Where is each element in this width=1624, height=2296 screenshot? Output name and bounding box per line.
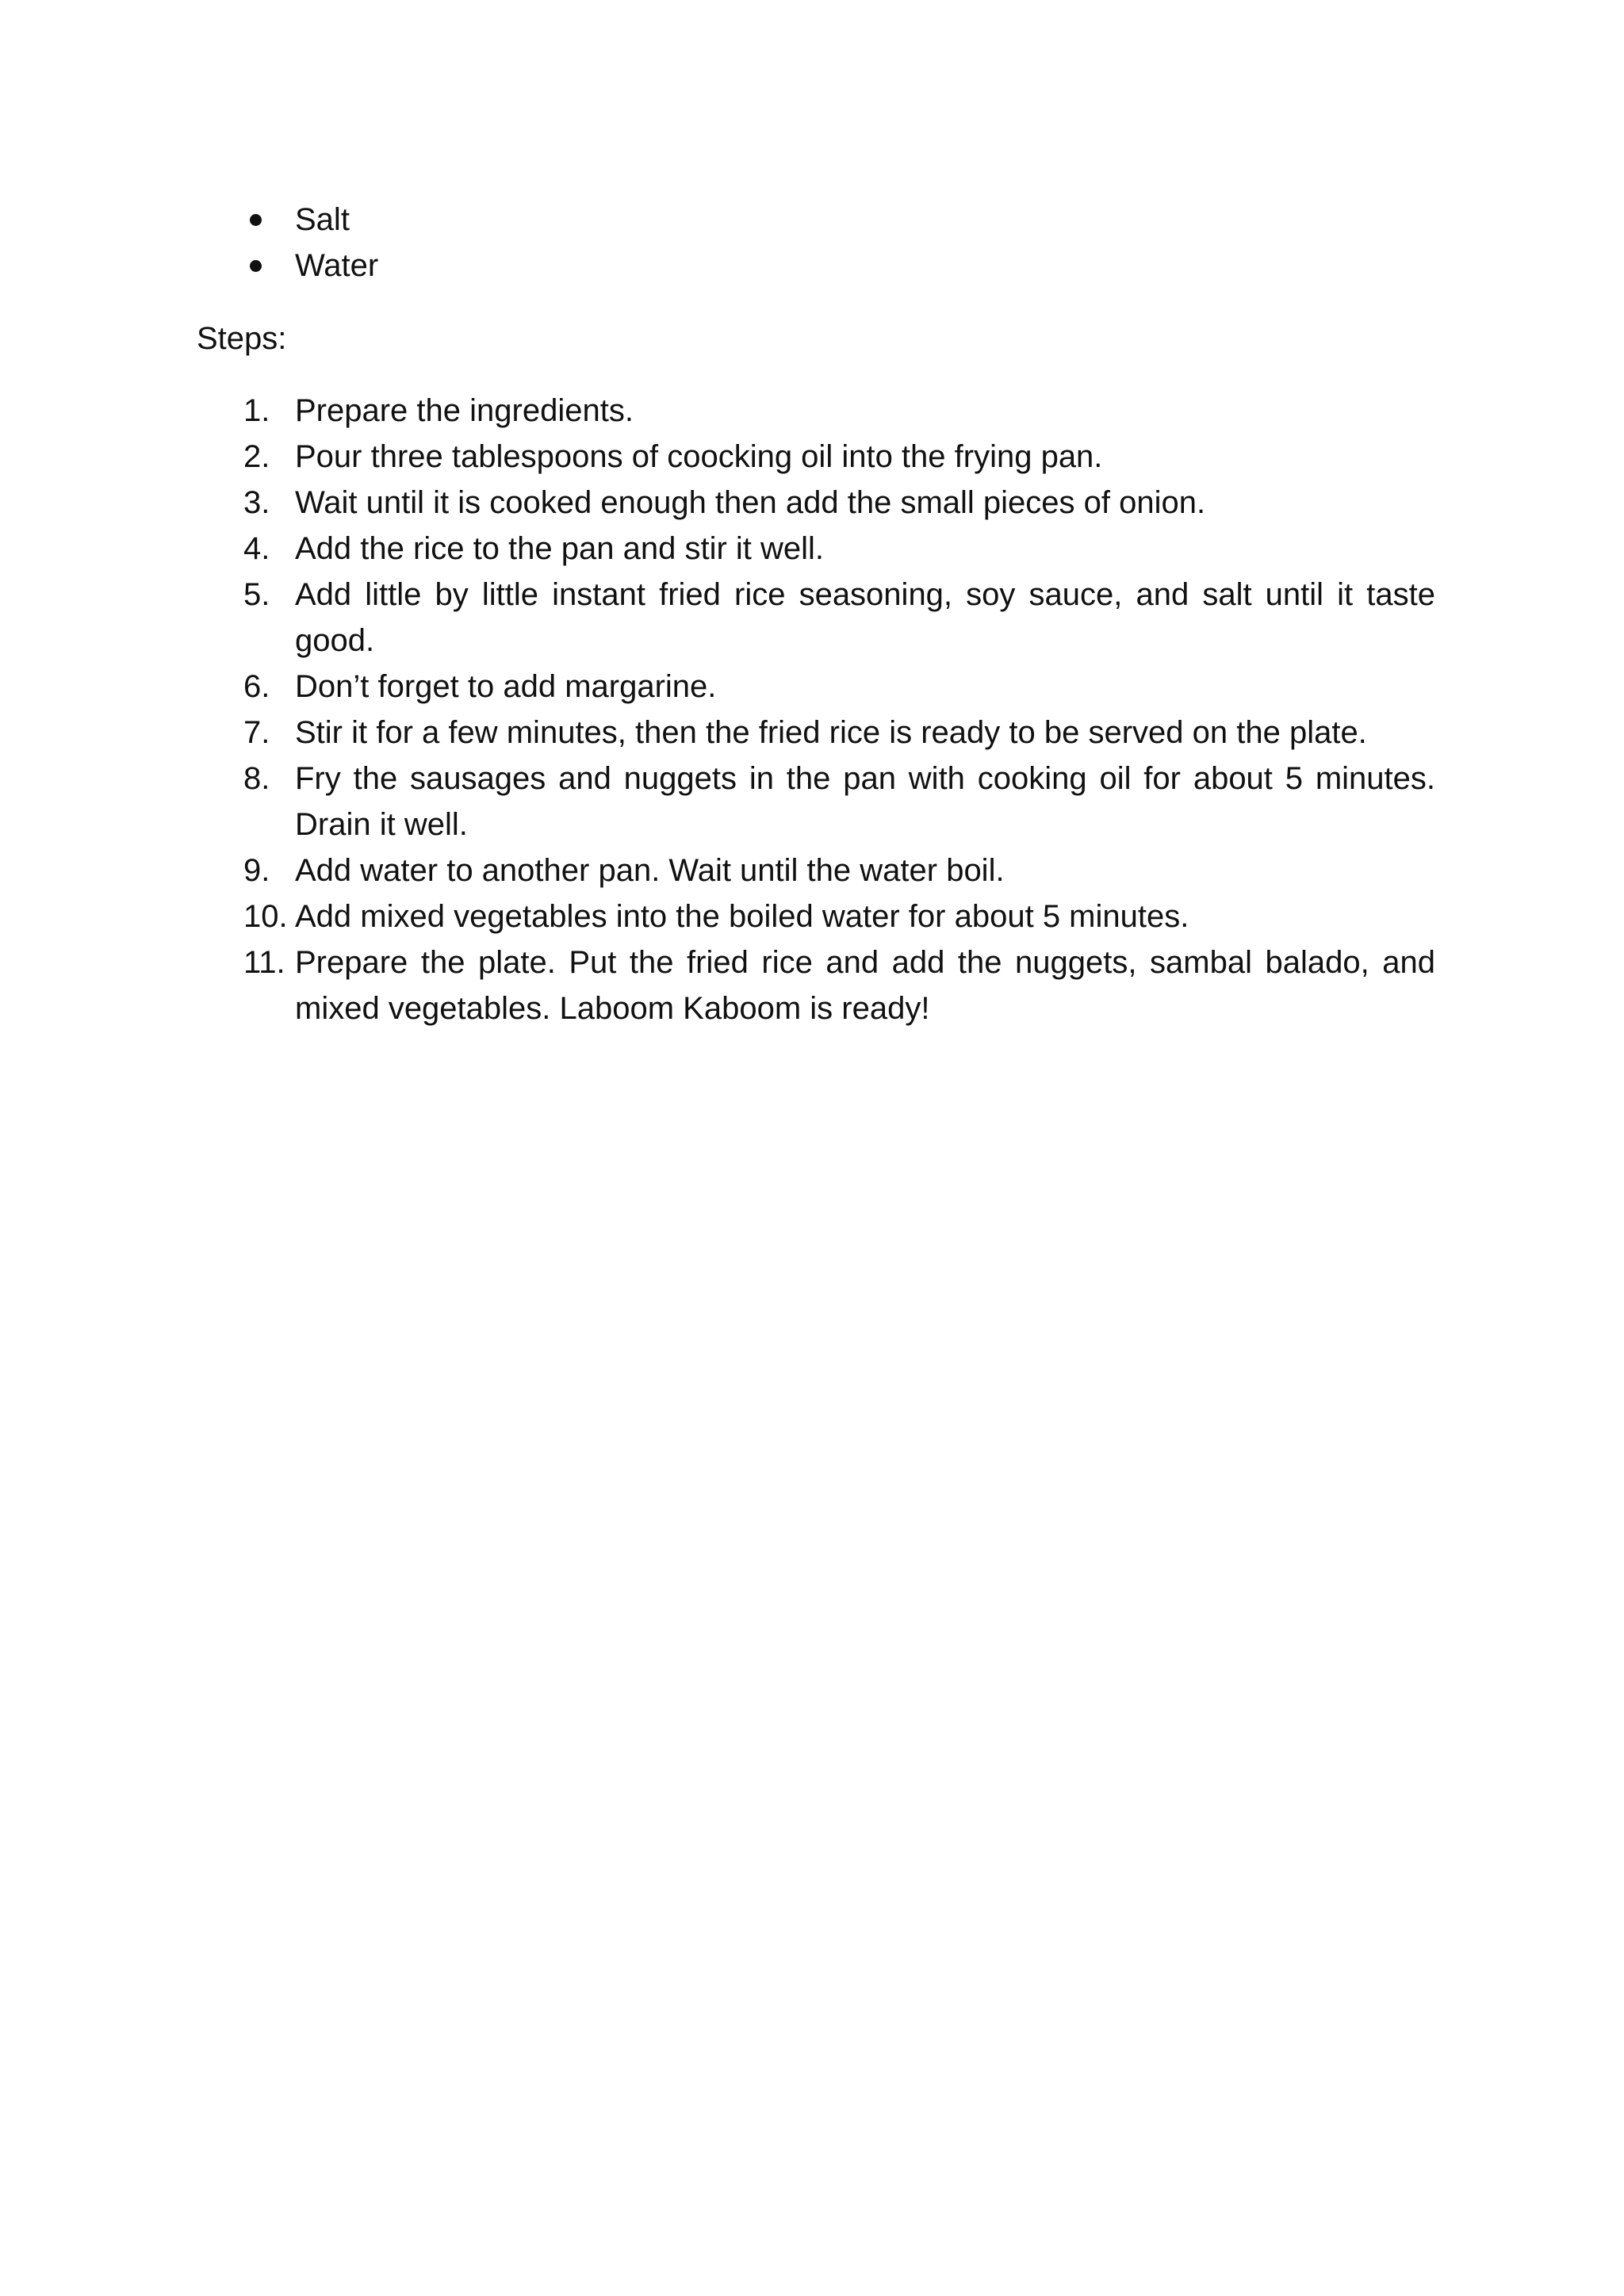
ingredient-text: Water <box>295 248 379 283</box>
step-text: Add the rice to the pan and stir it well. <box>295 531 825 566</box>
step-number: 9. <box>243 853 270 888</box>
step-text: Add water to another pan. Wait until the water boil. <box>295 853 1005 888</box>
step-number: 11. <box>243 945 285 980</box>
ingredient-text: Salt <box>295 202 350 237</box>
step-text: Prepare the ingredients. <box>295 393 634 428</box>
step-item <box>238 939 1435 1031</box>
step-number: 3. <box>243 485 270 520</box>
bullet-icon <box>250 214 262 226</box>
step-text: Wait until it is cooked enough then add the small pieces of onion. <box>295 485 1206 520</box>
step-item <box>238 480 1435 526</box>
ingredient-item <box>238 197 1467 243</box>
step-text: Add little by little instant fried rice seasoning, soy sauce, and salt until it taste good. <box>295 577 1435 658</box>
step-item <box>238 848 1435 894</box>
step-text: Prepare the plate. Put the fried rice and add the nuggets, sambal balado, and mixed vegetables. Laboom Kaboom is ready! <box>295 945 1435 1026</box>
step-number: 10. <box>243 899 288 934</box>
step-text: Fry the sausages and nuggets in the pan with cooking oil for about 5 minutes. Drain it well. <box>295 761 1435 842</box>
step-text: Stir it for a few minutes, then the fried rice is ready to be served on the plate. <box>295 715 1367 750</box>
step-number: 7. <box>243 715 270 750</box>
steps-heading: Steps: <box>197 321 287 356</box>
step-number: 8. <box>243 761 270 796</box>
step-number: 2. <box>243 439 270 474</box>
ingredient-item <box>238 243 1467 289</box>
steps-list <box>238 388 1435 1031</box>
step-item <box>238 526 1435 572</box>
step-text: Pour three tablespoons of coocking oil into the frying pan. <box>295 439 1103 474</box>
step-item <box>238 572 1435 664</box>
step-item <box>238 388 1435 434</box>
step-item <box>238 434 1435 480</box>
step-number: 6. <box>243 669 270 704</box>
step-number: 5. <box>243 577 270 612</box>
step-text: Don’t forget to add margarine. <box>295 669 717 704</box>
step-number: 1. <box>243 393 270 428</box>
ingredient-list <box>238 197 1467 289</box>
step-number: 4. <box>243 531 270 566</box>
step-text: Add mixed vegetables into the boiled water for about 5 minutes. <box>295 899 1189 934</box>
step-item <box>238 894 1435 939</box>
step-item <box>238 710 1435 756</box>
step-item <box>238 664 1435 710</box>
step-item <box>238 756 1435 848</box>
bullet-icon <box>250 260 262 272</box>
